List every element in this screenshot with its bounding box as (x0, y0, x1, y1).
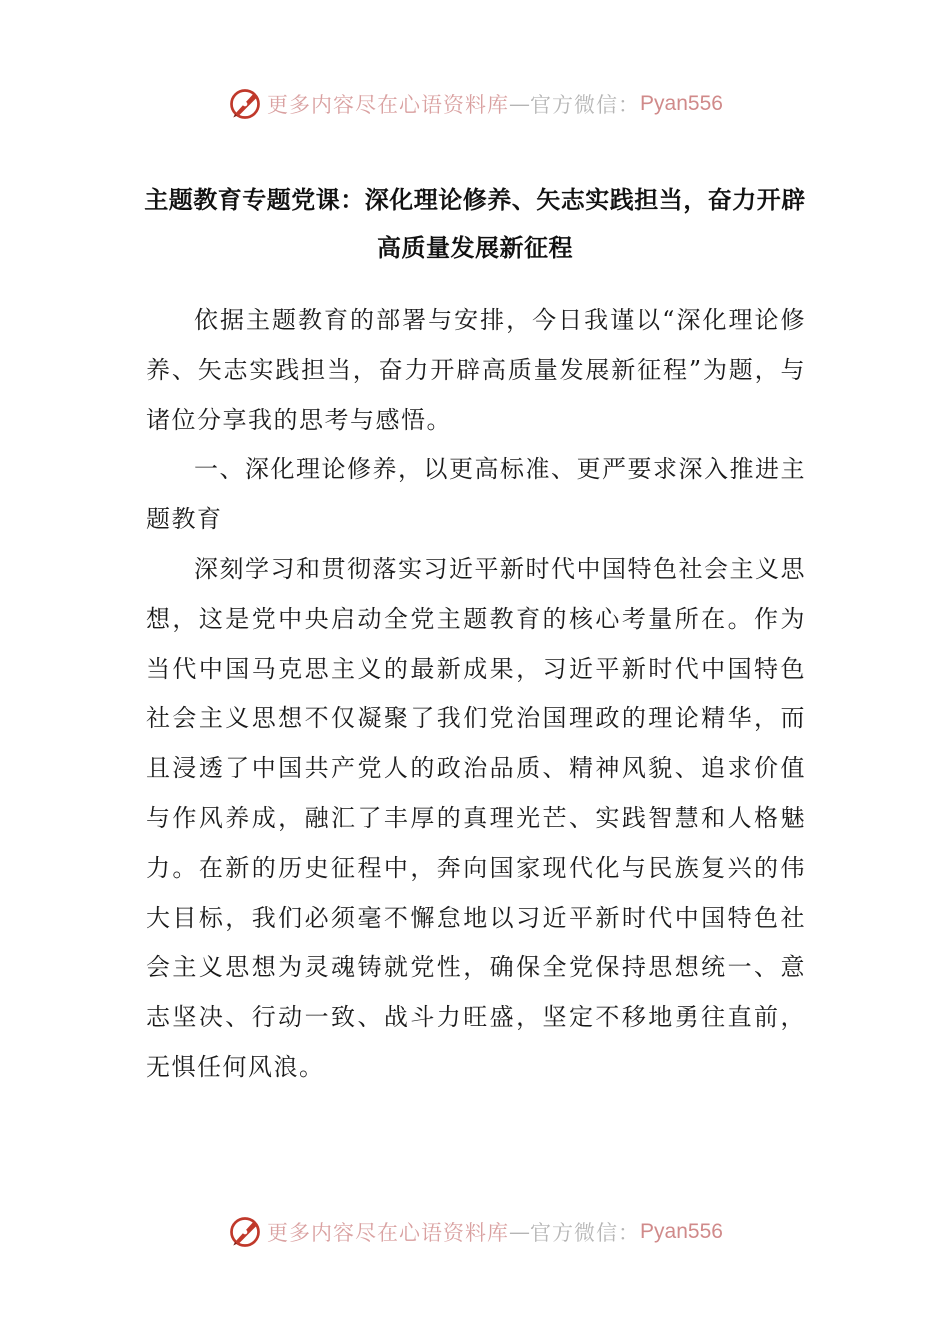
watermark-wechat-id: Pyan556 (640, 1220, 723, 1243)
intro-paragraph: 依据主题教育的部署与安排，今日我谨以“深化理论修养、矢志实践担当，奋力开辟高质量发展新征程”为题，与诸位分享我的思考与感悟。 (146, 306, 806, 434)
watermark-separator: — (509, 92, 531, 116)
watermark-text: 更多内容尽在心语资料库 (267, 1221, 510, 1245)
footer-watermark (0, 1212, 950, 1252)
pen-logo-icon (227, 86, 263, 122)
watermark-official-label: 官方微信： (530, 93, 641, 117)
document-body (146, 296, 806, 1093)
section-heading: 一、深化理论修养，以更高标准、更严要求深入推进主题教育 (146, 455, 806, 534)
watermark-text: 更多内容尽在心语资料库 (267, 93, 510, 117)
pen-logo-icon (227, 1214, 263, 1250)
watermark-official-label: 官方微信： (530, 1221, 641, 1245)
body-paragraph: 深刻学习和贯彻落实习近平新时代中国特色社会主义思想，这是党中央启动全党主题教育的核心考量所在。作为当代中国马克思主义的最新成果，习近平新时代中国特色社会主义思想不仅凝聚了我们党治国理政的理论精华，而且浸透了中国共产党人的政治品质、精神风貌、追求价值与作风养成，融汇了丰厚的真理光芒、实践智慧和人格魅力。在新的历史征程中，奔向国家现代化与民族复兴的伟大目标，我们必须毫不懈怠地以习近平新时代中国特色社会主义思想为灵魂铸就党性，确保全党保持思想统一、意志坚决、行动一致、战斗力旺盛，坚定不移地勇往直前，无惧任何风浪。 (146, 554, 806, 1081)
header-watermark (0, 84, 950, 124)
watermark-wechat-id: Pyan556 (640, 92, 723, 115)
watermark-separator: — (509, 1220, 531, 1244)
document-title: 主题教育专题党课：深化理论修养、矢志实践担当，奋力开辟高质量发展新征程 (144, 186, 806, 262)
